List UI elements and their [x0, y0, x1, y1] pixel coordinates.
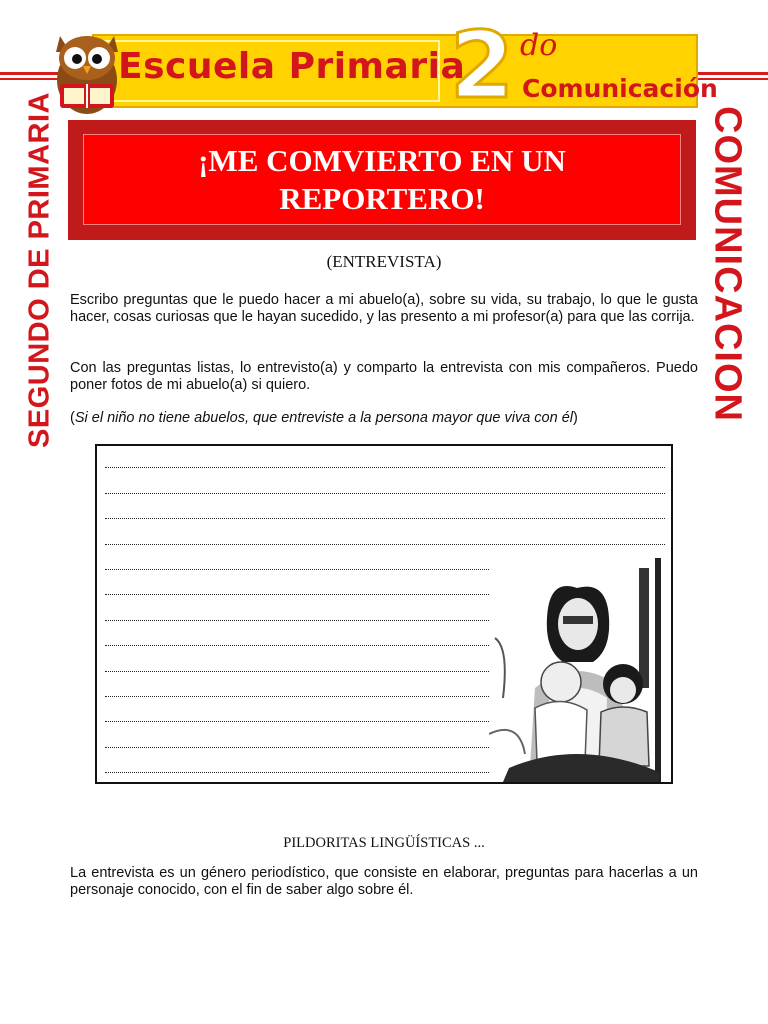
side-label-subject: COMUNICACION	[706, 106, 749, 422]
writing-line	[105, 695, 489, 697]
school-name: Escuela Primaria	[118, 46, 466, 87]
writing-line	[105, 466, 665, 468]
writing-line	[105, 720, 489, 722]
writing-line	[105, 670, 489, 672]
writing-line	[105, 593, 533, 595]
page-title: ¡ME COMVIERTO EN UN REPORTERO!	[198, 142, 566, 216]
writing-line	[105, 619, 501, 621]
instruction-paragraph-2: Con las preguntas listas, lo entrevisto(a) y comparto la entrevista con mis compañeros. Puedo poner fotos de mi abuelo(a) si quiero.	[70, 360, 698, 393]
note-text: Si el niño no tiene abuelos, que entreviste a la persona mayor que viva con él	[74, 410, 573, 426]
grandmother-photo	[489, 558, 667, 782]
page-subtitle: (ENTREVISTA)	[326, 252, 442, 271]
writing-line	[105, 492, 665, 494]
title-box	[83, 134, 681, 225]
section-title: PILDORITAS LINGÜÍSTICAS ...	[283, 835, 485, 851]
writing-area	[95, 444, 673, 784]
writing-line	[105, 517, 665, 519]
writing-line	[105, 771, 489, 773]
writing-line	[105, 746, 489, 748]
subject-label: Comunicación	[522, 74, 718, 103]
writing-line	[105, 644, 489, 646]
definition-paragraph: La entrevista es un género periodístico, que consiste en elaborar, preguntas para hacerlas a un personaje conocido, con el fin de saber algo sobre él.	[70, 865, 698, 898]
note-close: )	[573, 410, 578, 426]
grade-number: 2	[450, 12, 515, 119]
writing-line	[105, 543, 665, 545]
instruction-paragraph-1: Escribo preguntas que le puedo hacer a mi abuelo(a), sobre su vida, su trabajo, lo que le gusta hacer, cosas curiosas que le hayan sucedido, y las presento a mi profesor(a) para que las corrija.	[70, 292, 698, 325]
owl-reading-icon	[46, 22, 128, 118]
side-label-grade: SEGUNDO DE PRIMARIA	[23, 92, 56, 448]
grade-suffix: do	[520, 28, 558, 63]
instruction-note	[70, 410, 698, 427]
note-open: (	[70, 410, 75, 426]
